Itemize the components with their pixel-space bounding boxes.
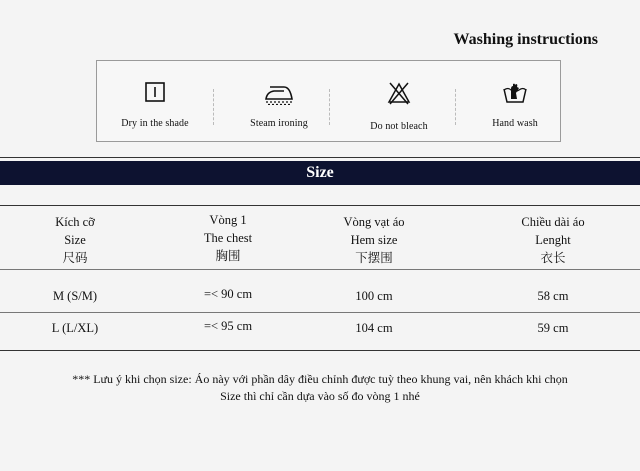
table-cell-hem: 104 cm [355, 321, 393, 335]
steam-iron-icon [262, 81, 296, 105]
header-size-zh: 尺码 [62, 251, 88, 265]
washing-instructions-panel [96, 60, 561, 142]
size-section-title: Size [0, 161, 640, 185]
divider [0, 312, 640, 313]
header-chest-en: The chest [203, 231, 253, 245]
header-hem [314, 213, 434, 267]
divider [0, 157, 640, 158]
table-cell-chest: =< 95 cm [203, 319, 253, 333]
table-cell-hem: 100 cm [355, 289, 393, 303]
header-hem-en: Hem size [350, 233, 398, 247]
header-size [15, 213, 135, 267]
table-cell-length: 58 cm [537, 289, 569, 303]
divider [455, 89, 456, 125]
divider [0, 205, 640, 206]
table-cell-size: L (L/XL) [51, 321, 99, 335]
header-hem-zh: 下摆围 [355, 251, 393, 265]
size-note-line-2: Size thì chỉ cần dựa vào số đo vòng 1 nhé [220, 389, 420, 403]
size-note-line-1: *** Lưu ý khi chọn size: Áo này với phần dây điều chỉnh được tuỳ theo khung vai, nên khách khi chọn [72, 372, 568, 386]
divider [0, 269, 640, 270]
hand-wash-icon [501, 81, 529, 105]
wash-item-do-not-bleach [341, 61, 457, 141]
header-chest [168, 211, 288, 265]
divider [0, 350, 640, 351]
table-cell-size: M (S/M) [52, 289, 98, 303]
header-length [493, 213, 613, 267]
table-cell-chest: =< 90 cm [203, 287, 253, 301]
header-length-vi: Chiều dài áo [521, 215, 585, 229]
header-length-en: Lenght [535, 233, 571, 247]
header-chest-vi: Vòng 1 [209, 213, 247, 227]
wash-item-hand-wash [457, 61, 573, 141]
do-not-bleach-icon [386, 81, 412, 105]
wash-label-do-not-bleach: Do not bleach [370, 121, 428, 132]
header-size-en: Size [64, 233, 86, 247]
header-length-zh: 衣长 [540, 251, 566, 265]
header-size-vi: Kích cỡ [55, 215, 95, 229]
wash-label-steam-ironing: Steam ironing [250, 118, 308, 129]
dry-in-shade-icon [144, 81, 166, 103]
table-cell-length: 59 cm [537, 321, 569, 335]
divider [329, 89, 330, 125]
header-chest-zh: 胸围 [215, 249, 241, 263]
wash-label-hand-wash: Hand wash [492, 118, 538, 129]
wash-item-steam-ironing [221, 61, 337, 141]
divider [213, 89, 214, 125]
wash-item-dry-in-shade [97, 61, 213, 141]
washing-instructions-title: Washing instructions [453, 31, 598, 48]
wash-label-dry-in-shade: Dry in the shade [121, 118, 189, 129]
header-hem-vi: Vòng vạt áo [343, 215, 405, 229]
